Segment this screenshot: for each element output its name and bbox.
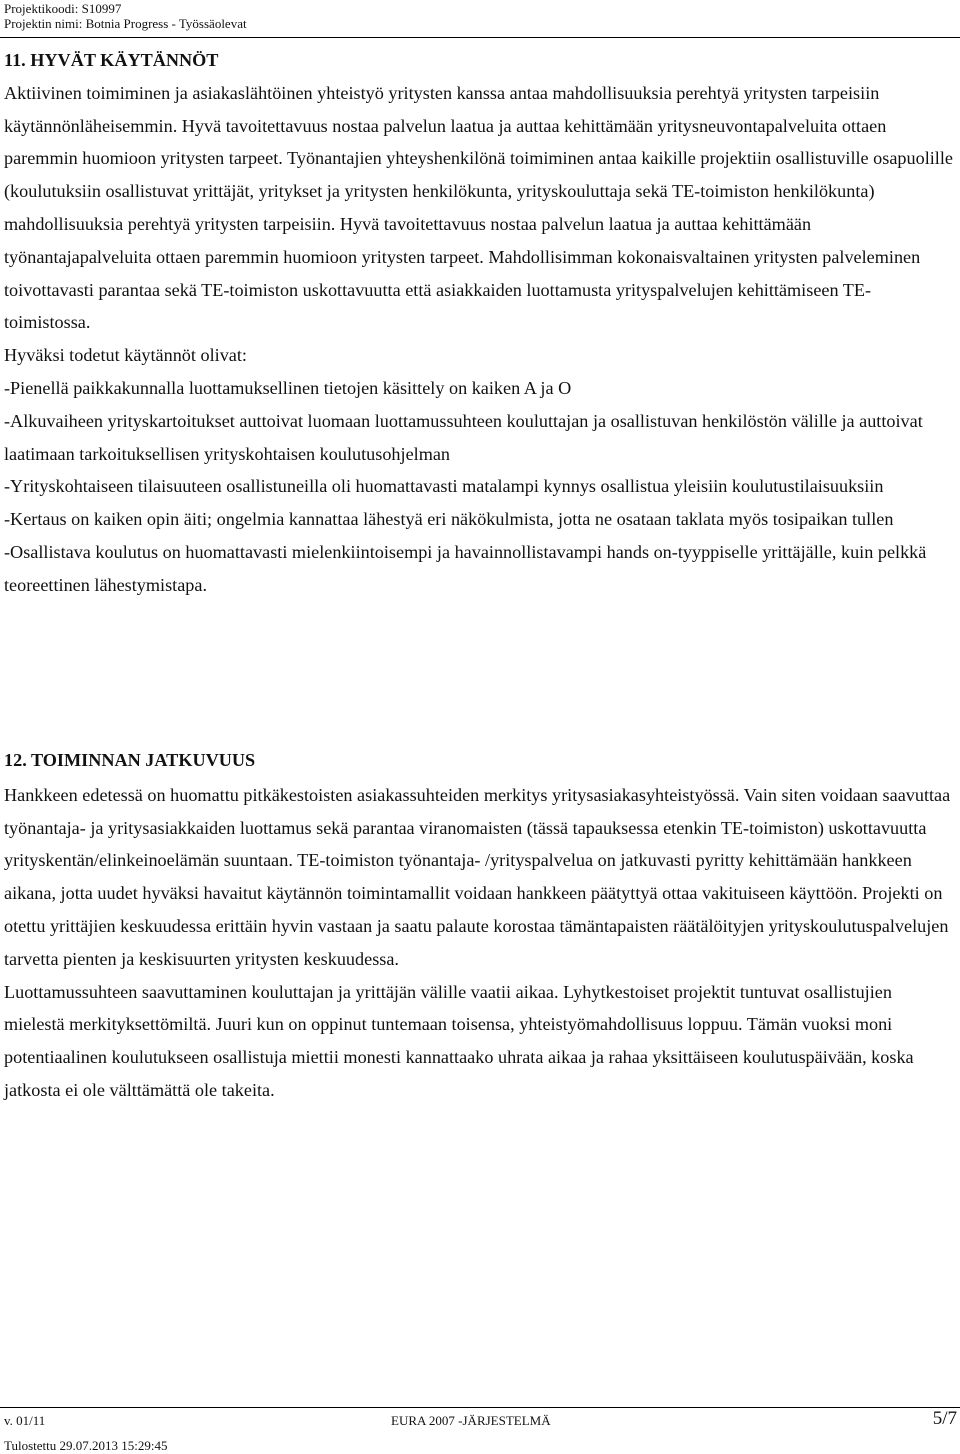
list-item: -Kertaus on kaiken opin äiti; ongelmia kannattaa lähestyä eri näkökulmista, jotta ne osataan taklata myös tosipaikan tullen xyxy=(4,509,894,530)
footer-version: v. 01/11 xyxy=(4,1413,46,1428)
paragraph: Hankkeen edetessä on huomattu pitkäkestoisten asiakassuhteiden merkitys yritysasiakasyhteistyössä. Vain siten voidaan saavuttaa työnantaja- ja yritysasiakkaiden luottamus sekä parantaa viranomaisten (tässä tapauksessa etenkin TE-toimiston) uskottavuutta yrityskentän/elinkeinoelämän suuntaan. TE-toimiston työnantaja- /yrityspalvelua on jatkuvasti pyritty kehittämään hankkeen aikana, jotta uudet hyväksi havaitut käytännön toimintamallit voidaan hankkeen päätyttyä ottaa vakituiseen käyttöön. Projekti on otettu yrittäjien keskuudessa erittäin hyvin vastaan ja saatu palaute korostaa tämäntapaisten räätälöityjen yrityskoulutuspalvelujen tarvetta pienten ja keskisuurten yritysten keskuudessa. xyxy=(4,784,951,969)
list-item: -Alkuvaiheen yrityskartoitukset auttoivat luomaan luottamussuhteen kouluttajan ja osallistuvan henkilöstön välille ja auttoivat laatimaan tarkoituksellisen yrityskohtaisen koulutusohjelman xyxy=(4,410,923,464)
paragraph: Luottamussuhteen saavuttaminen kouluttajan ja yrittäjän välille vaatii aikaa. Lyhytkestoiset projektit tuntuvat osallistujien mielestä merkityksettömiltä. Juuri kun on oppinut tuntemaan toisensa, yhteistyömahdollisuus loppuu. Tämän vuoksi moni potentiaalinen koulutukseen osallistuja miettii monesti kannattaako uhrata aikaa ja rahaa yksittäiseen koulutuspäivään, koska jatkosta ei ole välttämättä ole takeita. xyxy=(4,981,914,1100)
section-continuity xyxy=(4,744,957,1107)
print-timestamp: Tulostettu 29.07.2013 15:29:45 xyxy=(4,1438,168,1453)
section-good-practices xyxy=(4,44,957,602)
page-number: 5/7 xyxy=(932,1408,957,1429)
footer-system-name: EURA 2007 -JÄRJESTELMÄ xyxy=(391,1413,551,1428)
project-code: Projektikoodi: S10997 xyxy=(4,1,122,16)
project-name: Projektin nimi: Botnia Progress - Työssäolevat xyxy=(4,16,247,31)
footer-divider xyxy=(0,1407,960,1408)
paragraph: Aktiivinen toimiminen ja asiakaslähtöinen yhteistyö yritysten kanssa antaa mahdollisuuksia perehtyä yritysten tarpeisiin käytännönläheisemmin. Hyvä tavoitettavuus nostaa palvelun laatua ja auttaa kehittämään yritysneuvontapalveluita ottaen paremmin huomioon yritysten tarpeet. Työnantajien yhteyshenkilönä toimiminen antaa kaikille projektiin osallistuville osapuolille (koulutuksiin osallistuvat yrittäjät, yritykset ja yritysten henkilökunta, yrityskouluttaja sekä TE-toimiston henkilökunta) mahdollisuuksia perehtyä yritysten tarpeisiin. Hyvä tavoitettavuus nostaa palvelun laatua ja auttaa kehittämään työnantajapalveluita ottaen paremmin huomioon yritysten tarpeet. Mahdollisimman kokonaisvaltainen yritysten palveleminen toivottavasti parantaa sekä TE-toimiston uskottavuutta että asiakkaiden luottamusta yrityspalvelujen kehittämiseen TE-toimistossa. xyxy=(4,82,953,333)
header-divider xyxy=(0,37,960,38)
list-item: -Osallistava koulutus on huomattavasti mielenkiintoisempi ja havainnollistavampi hands on-tyyppiselle yrittäjälle, kuin pelkkä teoreettinen lähestymistapa. xyxy=(4,541,927,595)
list-intro: Hyväksi todetut käytännöt olivat: xyxy=(4,345,247,366)
section-heading: 11. HYVÄT KÄYTÄNNÖT xyxy=(4,50,219,70)
section-heading: 12. TOIMINNAN JATKUVUUS xyxy=(4,750,256,770)
list-item: -Pienellä paikkakunnalla luottamuksellinen tietojen käsittely on kaiken A ja O xyxy=(4,377,572,398)
list-item: -Yrityskohtaiseen tilaisuuteen osallistuneilla oli huomattavasti matalampi kynnys osallistua yleisiin koulutustilaisuuksiin xyxy=(4,476,884,497)
